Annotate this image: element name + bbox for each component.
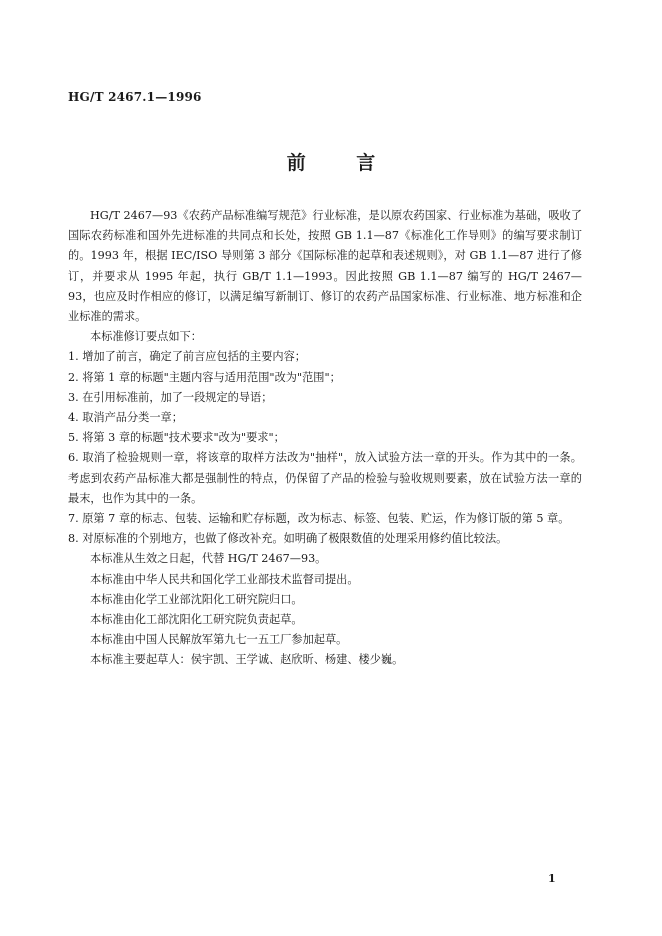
revision-item: 8. 对原标准的个别地方，也做了修改补充。如明确了极限数值的处理采用修约值比较法。: [68, 532, 508, 546]
revision-item: 5. 将第 3 章的标题"技术要求"改为"要求"；: [68, 431, 285, 445]
revision-intro: 本标准修订要点如下：: [90, 330, 202, 344]
revision-item: 1. 增加了前言，确定了前言应包括的主要内容；: [68, 350, 306, 364]
page-number: 1: [548, 872, 556, 885]
revision-item: 6. 取消了检验规则一章，将该章的取样方法改为"抽样"，放入试验方法一章的开头。作为其中的一条。考虑到农药产品标准大都是强制性的特点，仍保留了产品的检验与验收规则要素，放在试验方法一章的最末，也作为其中的一条。: [68, 451, 582, 505]
closing-line: 本标准从生效之日起，代替 HG/T 2467—93。: [90, 552, 327, 566]
closing-line: 本标准由化学工业部沈阳化工研究院归口。: [90, 592, 303, 606]
revision-item: 7. 原第 7 章的标志、包装、运输和贮存标题，改为标志、标签、包装、贮运，作为修订版的第 5 章。: [68, 512, 570, 526]
intro-paragraph: HG/T 2467—93《农药产品标准编写规范》行业标准，是以原农药国家、行业标准为基础，吸收了国际农药标准和国外先进标准的共同点和长处，按照 GB 1.1—87《标准化工作导则》的编写要求制订的。1993 年，根据 IEC/ISO 导则第 3 部分《国际标准的起草和表述规则》，对 GB 1.1—87 进行了修订，并要求从 1995 年起，执行 GB/T 1.1—1993。因此按照 GB 1.1—87 编写的 HG/T 2467—93，也应及时作相应的修订，以满足编写新制订、修订的农药产品国家标准、行业标准、地方标准和企业标准的需求。: [68, 209, 582, 324]
closing-line: 本标准由化工部沈阳化工研究院负责起草。: [90, 613, 303, 627]
closing-line: 本标准由中国人民解放军第九七一五工厂参加起草。: [90, 633, 348, 647]
page-title: 前 言: [286, 152, 398, 174]
revision-item: 2. 将第 1 章的标题"主题内容与适用范围"改为"范围"；: [68, 370, 341, 384]
document-body: [68, 206, 582, 671]
closing-line: 本标准主要起草人：侯宇凯、王学诚、赵欣昕、杨建、楼少巍。: [90, 653, 404, 667]
closing-line: 本标准由中华人民共和国化学工业部技术监督司提出。: [90, 572, 359, 586]
revision-item: 3. 在引用标准前，加了一段规定的导语；: [68, 390, 273, 404]
revision-item: 4. 取消产品分类一章；: [68, 411, 183, 425]
standard-number: HG/T 2467.1—1996: [68, 90, 202, 104]
